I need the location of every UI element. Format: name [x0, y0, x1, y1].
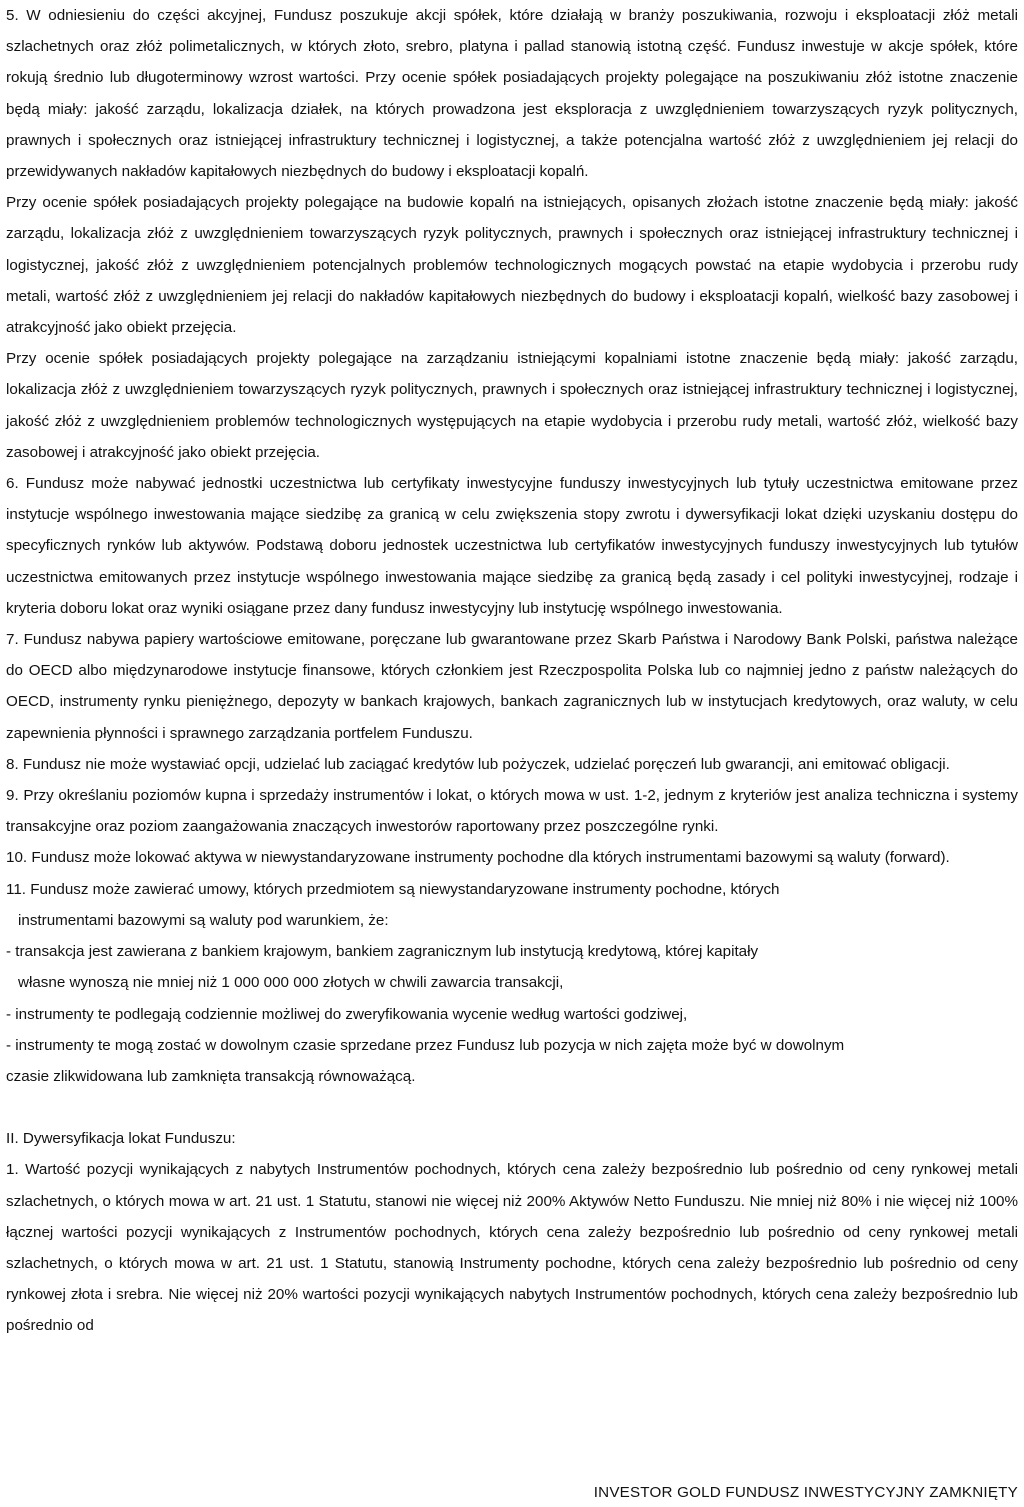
bullet-3-line-1: - instrumenty te mogą zostać w dowolnym czasie sprzedane przez Fundusz lub pozycja w nich zajęta może być w dowolnym [6, 1036, 845, 1054]
paragraph-8-restrictions: 8. Fundusz nie może wystawiać opcji, udzielać lub zaciągać kredytów lub pożyczek, udzielać poręczeń lub gwarancji, ani emitować obligacji. [6, 755, 950, 773]
paragraph-10-derivatives: 10. Fundusz może lokować aktywa w niewystandaryzowane instrumenty pochodne dla których instrumentami bazowymi są waluty (forward). [6, 849, 950, 867]
bullet-1-line-1: - transakcja jest zawierana z bankiem krajowym, bankiem zagranicznym lub instytucją kredytową, której kapitały [6, 943, 759, 961]
paragraph-5-mine-construction: Przy ocenie spółek posiadających projekty polegające na budowie kopalń na istniejących, opisanych złożach istotne znaczenie będą miały: jakość zarządu, lokalizacja złóż z uwzględnieniem towarzyszących ryzyk politycznych, prawnych i społecznych oraz istniejącej infrastruktury technicznej i logistycznej, jakość złóż z uwzględnieniem potencjalnych problemów technologicznych mogących powstać na etapie wydobycia i przerobu rudy metali, wartość złóż z uwzględnieniem jej relacji do nakładów kapitałowych niezbędnych do budowy i eksploatacji kopalń, wielkość bazy zasobowej i atrakcyjność jako obiekt przejęcia. [6, 194, 1018, 337]
paragraph-11-block [6, 874, 1018, 1092]
paragraph-11-line-1: 11. Fundusz może zawierać umowy, których przedmiotem są niewystandaryzowane instrumenty pochodne, których [6, 880, 780, 898]
paragraph-5-mine-management: Przy ocenie spółek posiadających projekty polegające na zarządzaniu istniejącymi kopalniami istotne znaczenie będą miały: jakość zarządu, lokalizacja złóż z uwzględnieniem towarzyszących ryzyk politycznych, prawnych i społecznych oraz istniejącej infrastruktury technicznej i logistycznej, jakość złóż z uwzględnieniem problemów technologicznych występujących na etapie wydobycia i przerobu rudy metali, wartość złóż, wielkość bazy zasobowej i atrakcyjność jako obiekt przejęcia. [6, 350, 1018, 461]
section-2-paragraph-1: 1. Wartość pozycji wynikających z nabytych Instrumentów pochodnych, których cena zależy bezpośrednio lub pośrednio od ceny rynkowej metali szlachetnych, o których mowa w art. 21 ust. 1 Statutu, stanowi nie więcej niż 200% Aktywów Netto Funduszu. Nie mniej niż 80% i nie więcej niż 100% łącznej wartości pozycji wynikających z Instrumentów pochodnych, których cena zależy bezpośrednio lub pośrednio od ceny rynkowej metali szlachetnych, o których mowa w art. 21 ust. 1 Statutu, stanowią Instrumenty pochodne, których cena zależy bezpośrednio lub pośrednio od ceny rynkowej złota i srebra. Nie więcej niż 20% wartości pozycji wynikających nabytych Instrumentów pochodnych, których cena zależy bezpośrednio lub pośrednio od [6, 1161, 1018, 1335]
paragraph-6-fund-units: 6. Fundusz może nabywać jednostki uczestnictwa lub certyfikaty inwestycyjne funduszy inwestycyjnych lub tytuły uczestnictwa emitowane przez instytucje wspólnego inwestowania mające siedzibę za granicą w celu zwiększenia stopy zwrotu i dywersyfikacji lokat dzięki uzyskaniu dostępu do specyficznych rynków lub aktywów. Podstawą doboru jednostek uczestnictwa lub certyfikatów inwestycyjnych funduszy inwestycyjnych lub tytułów uczestnictwa emitowanych przez instytucje wspólnego inwestowania mające siedzibę za granicą będą zasady i cel polityki inwestycyjnej, rodzaje i kryteria doboru lokat oraz wyniki osiągane przez dany fundusz inwestycyjny lub instytucję wspólnego inwestowania. [6, 475, 1018, 617]
document-page [6, 0, 1018, 1342]
paragraph-11-line-2: instrumentami bazowymi są waluty pod warunkiem, że: [18, 911, 389, 929]
paragraph-7-securities: 7. Fundusz nabywa papiery wartościowe emitowane, poręczane lub gwarantowane przez Skarb Państwa i Narodowy Bank Polski, państwa należące do OECD albo międzynarodowe instytucje finansowe, których członkiem jest Rzeczpospolita Polska lub co najmniej jedno z państw należących do OECD, instrumenty rynku pieniężnego, depozyty w bankach krajowych, bankach zagranicznych lub w instytucjach kredytowych, oraz waluty, w celu zapewnienia płynności i sprawnego zarządzania portfelem Funduszu. [6, 631, 1018, 742]
bullet-1-line-2: własne wynoszą nie mniej niż 1 000 000 000 złotych w chwili zawarcia transakcji, [18, 974, 564, 992]
bullet-2: - instrumenty te podlegają codziennie możliwej do zweryfikowania wycenie według wartości godziwej, [6, 1005, 688, 1023]
bullet-3-line-2: czasie zlikwidowana lub zamknięta transakcją równoważącą. [6, 1067, 416, 1085]
section-2-heading: II. Dywersyfikacja lokat Funduszu: [6, 1130, 236, 1148]
page-footer: INVESTOR GOLD FUNDUSZ INWESTYCYJNY ZAMKNIĘTY [593, 1484, 1018, 1501]
paragraph-9-trading-levels: 9. Przy określaniu poziomów kupna i sprzedaży instrumentów i lokat, o których mowa w ust. 1-2, jednym z kryteriów jest analiza techniczna i systemy transakcyjne oraz poziom zaangażowania znaczących inwestorów raportowany przez poszczególne rynki. [6, 787, 1018, 836]
spacer [6, 1092, 1018, 1123]
paragraph-5-equity: 5. W odniesieniu do części akcyjnej, Fundusz poszukuje akcji spółek, które działają w branży poszukiwania, rozwoju i eksploatacji złóż metali szlachetnych oraz złóż polimetalicznych, w których złoto, srebro, platyna i pallad stanowią istotną część. Fundusz inwestuje w akcje spółek, które rokują średnio lub długoterminowy wzrost wartości. Przy ocenie spółek posiadających projekty polegające na poszukiwaniu złóż istotne znaczenie będą miały: jakość zarządu, lokalizacja działek, na których prowadzona jest eksploracja z uwzględnieniem towarzyszących ryzyk politycznych, prawnych i społecznych oraz istniejącej infrastruktury technicznej i logistycznej, a także potencjalna wartość złóż z uwzględnieniem jej relacji do przewidywanych nakładów kapitałowych niezbędnych do budowy i eksploatacji kopalń. [6, 7, 1018, 181]
